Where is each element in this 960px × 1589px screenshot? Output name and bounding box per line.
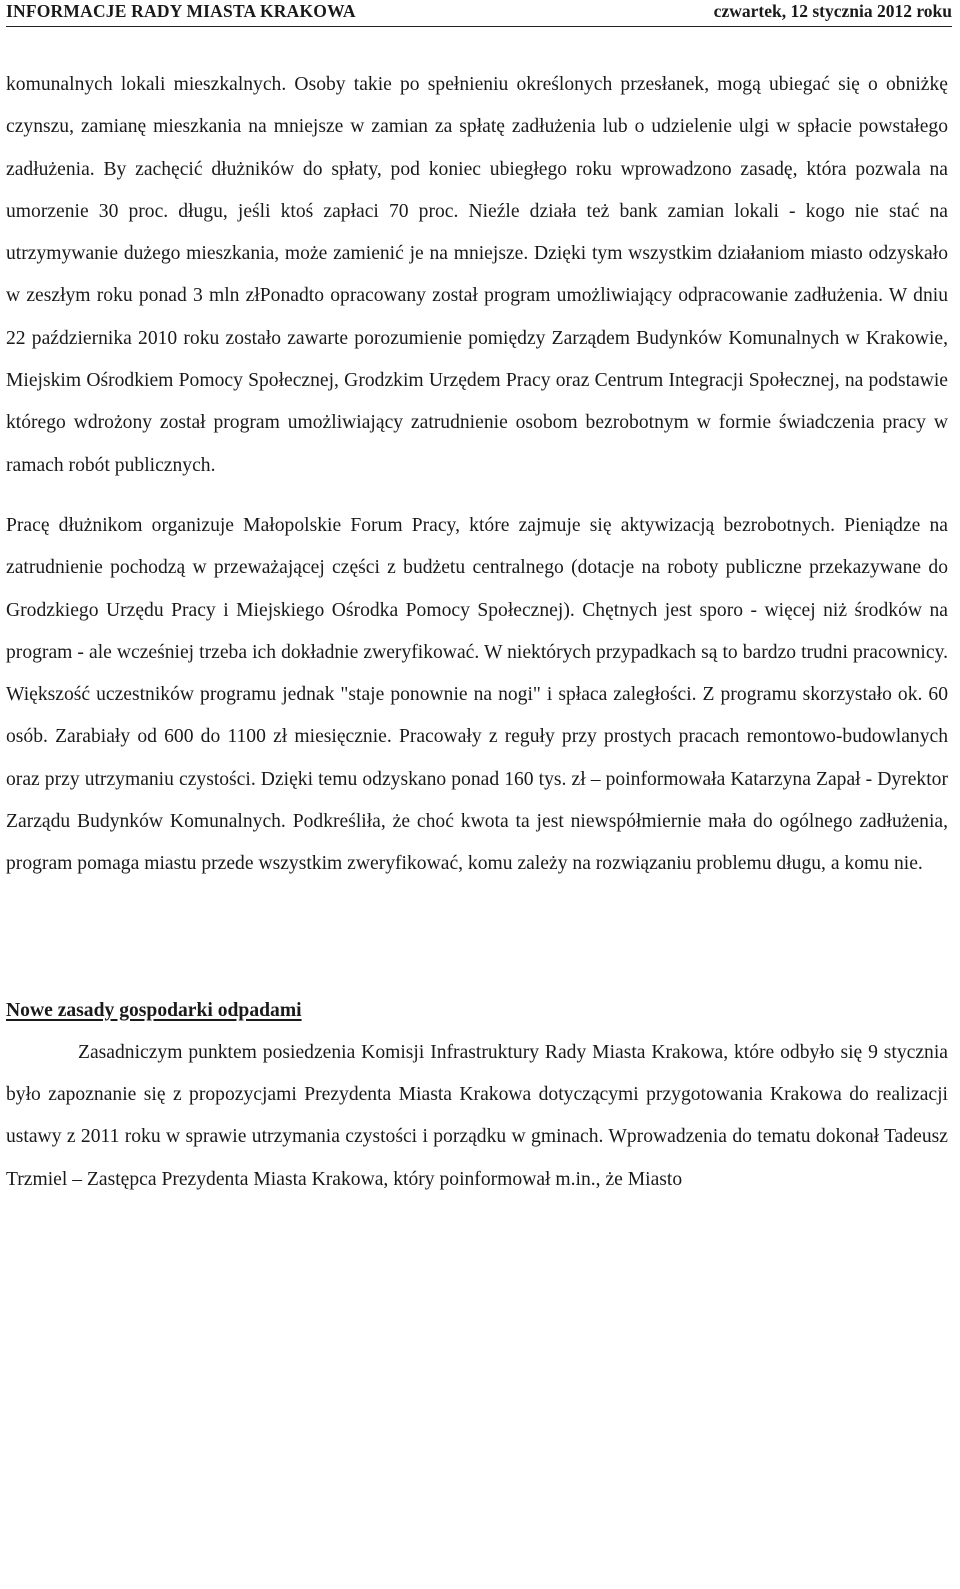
section-heading: Nowe zasady gospodarki odpadami — [6, 999, 302, 1021]
section-spacer — [6, 886, 948, 990]
publication-date: czwartek, 12 stycznia 2012 roku — [713, 1, 952, 21]
page-content — [6, 64, 948, 1201]
section-paragraph-1: Zasadniczym punktem posiedzenia Komisji Infrastruktury Rady Miasta Krakowa, które odbyło się 9 stycznia było zapoznanie się z propozycjami Prezydenta Miasta Krakowa dotyczącymi przygotowania Krakowa do realizacji ustawy z 2011 roku w sprawie utrzymania czystości i porządku w gminach. Wprowadzenia do tematu dokonał Tadeusz Trzmiel – Zastępca Prezydenta Miasta Krakowa, który poinformował m.in., że Miasto — [6, 1041, 948, 1190]
publication-title: INFORMACJE RADY MIASTA KRAKOWA — [6, 1, 356, 21]
article-paragraph-2: Pracę dłużnikom organizuje Małopolskie Forum Pracy, które zajmuje się aktywizacją bezrobotnych. Pieniądze na zatrudnienie pochodzą w przeważającej części z budżetu centralnego (dotacje na roboty publiczne przekazywane do Grodzkiego Urzędu Pracy i Miejskiego Ośrodka Pomocy Społecznej). Chętnych jest sporo - więcej niż środków na program - ale wcześniej trzeba ich dokładnie zweryfikować. W niektórych przypadkach są to bardzo trudni pracownicy. Większość uczestników programu jednak "staje ponownie na nogi" i spłaca zaległości. Z programu skorzystało ok. 60 osób. Zarabiały od 600 do 1100 zł miesięcznie. Pracowały z reguły przy prostych pracach remontowo-budowlanych oraz przy utrzymaniu czystości. Dzięki temu odzyskano ponad 160 tys. zł – poinformowała Katarzyna Zapał - Dyrektor Zarządu Budynków Komunalnych. Podkreśliła, że choć kwota ta jest niewspółmiernie mała do ogólnego zadłużenia, program pomaga miastu przede wszystkim zweryfikować, komu zależy na rozwiązaniu problemu długu, a komu nie. — [6, 514, 948, 875]
article-paragraph-1: komunalnych lokali mieszkalnych. Osoby takie po spełnieniu określonych przesłanek, mogą ubiegać się o obniżkę czynszu, zamianę mieszkania na mniejsze w zamian za spłatę zadłużenia lub o udzielenie ulgi w spłacie powstałego zadłużenia. By zachęcić dłużników do spłaty, pod koniec ubiegłego roku wprowadzono zasadę, która pozwala na umorzenie 30 proc. długu, jeśli ktoś zapłaci 70 proc. Nieźle działa też bank zamian lokali - kogo nie stać na utrzymywanie dużego mieszkania, może zamienić je na mniejsze. Dzięki tym wszystkim działaniom miasto odzyskało w zeszłym roku ponad 3 mln złPonadto opracowany został program umożliwiający odpracowanie zadłużenia. W dniu 22 października 2010 roku zostało zawarte porozumienie pomiędzy Zarządem Budynków Komunalnych w Krakowie, Miejskim Ośrodkiem Pomocy Społecznej, Grodzkim Urzędem Pracy oraz Centrum Integracji Społecznej, na podstawie którego wdrożony został program umożliwiający zatrudnienie osobom bezrobotnym w formie świadczenia pracy w ramach robót publicznych. — [6, 74, 948, 476]
page-header — [6, 0, 952, 27]
